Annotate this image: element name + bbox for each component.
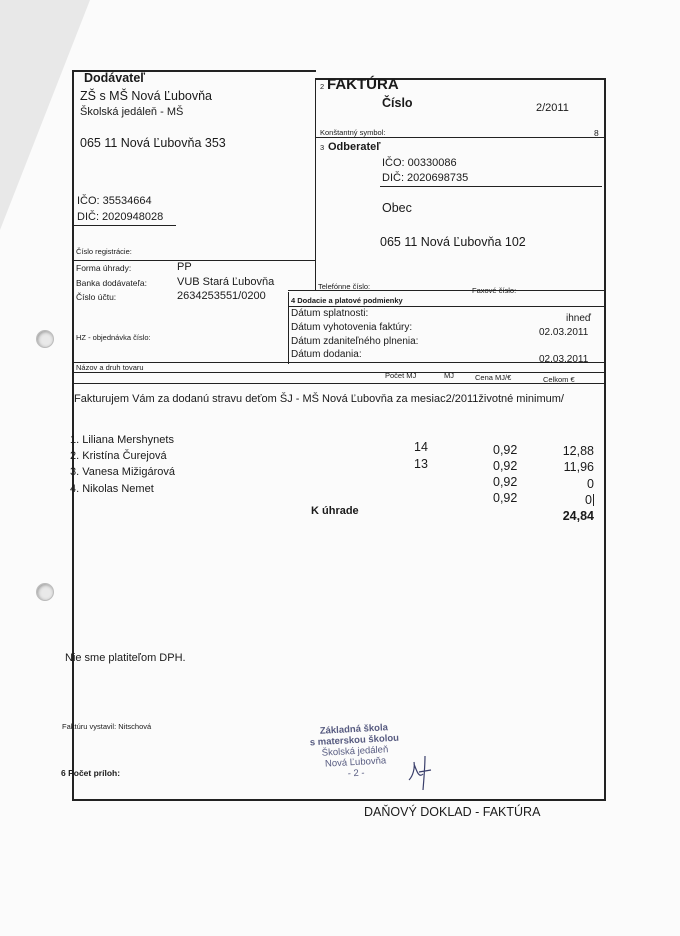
due-date-label: Dátum splatnosti: bbox=[291, 308, 369, 319]
konst-symbol-value: 8 bbox=[594, 128, 599, 138]
customer-name: Obec bbox=[382, 201, 412, 215]
stamp-line: - 2 - bbox=[347, 767, 365, 780]
item-qty: 14 bbox=[414, 440, 428, 454]
fax-label: Faxové číslo: bbox=[472, 286, 517, 295]
account-number: 2634253551/0200 bbox=[177, 290, 266, 302]
invoice-section-number: 2 bbox=[320, 82, 325, 91]
divider-dic bbox=[74, 225, 176, 226]
total-header: Celkom € bbox=[543, 375, 575, 384]
frame-right bbox=[604, 78, 606, 800]
signature bbox=[405, 752, 435, 792]
supplier-dic: DIČ: 2020948028 bbox=[77, 211, 164, 223]
delivery-date: 02.03.2011 bbox=[539, 354, 589, 365]
vat-note: Nie sme platiteľom DPH. bbox=[65, 652, 186, 664]
due-date: ihneď bbox=[566, 313, 592, 324]
customer-ico: IČO: 00330086 bbox=[382, 157, 457, 169]
payment-form: PP bbox=[177, 261, 192, 273]
divider-table-name bbox=[74, 372, 606, 373]
item-name: 2. Kristína Čurejová bbox=[70, 450, 167, 462]
bank-label: Banka dodávateľa: bbox=[76, 278, 148, 288]
supplier-address: 065 11 Nová Ľubovňa 353 bbox=[80, 136, 226, 150]
stamp-line: s materskou školou bbox=[309, 732, 400, 749]
item-name: 4. Nikolas Nemet bbox=[70, 483, 154, 495]
divider-table-top bbox=[74, 362, 606, 363]
issue-date-label: Dátum vyhotovenia faktúry: bbox=[291, 322, 413, 333]
item-price: 0,92 bbox=[493, 443, 518, 457]
price-header: Cena MJ/€ bbox=[475, 373, 512, 382]
customer-dic: DIČ: 2020698735 bbox=[382, 172, 469, 184]
punch-hole-bottom bbox=[36, 583, 54, 601]
amount-due-total: 24,84 bbox=[562, 509, 594, 523]
tick-total bbox=[593, 494, 594, 506]
supplier-sub: Školská jedáleň - MŠ bbox=[80, 106, 184, 118]
divider-customer-ids bbox=[380, 186, 602, 187]
item-total: 0 bbox=[585, 493, 592, 507]
customer-section-number: 3 bbox=[320, 143, 325, 152]
tax-date-label: Dátum zdaniteľného plnenia: bbox=[291, 336, 419, 347]
konst-symbol-label: Konštantný symbol: bbox=[320, 128, 386, 137]
divider-konst bbox=[316, 137, 606, 138]
supplier-ico: IČO: 35534664 bbox=[77, 195, 152, 207]
school-stamp bbox=[289, 721, 422, 783]
issued-by: Faktúru vystavil: Nitschová bbox=[62, 722, 152, 731]
item-total: 0 bbox=[587, 477, 594, 491]
supplier-heading: Dodávateľ bbox=[84, 71, 146, 85]
stamp-line: Základná škola bbox=[319, 722, 389, 737]
terms-section-number: 4 bbox=[291, 296, 296, 305]
qty-header: Počet MJ bbox=[385, 371, 417, 380]
unit-header: MJ bbox=[444, 371, 454, 380]
item-name: 1. Liliana Mershynets bbox=[70, 434, 174, 446]
attachments-label: 6 Počet príloh: bbox=[61, 768, 121, 778]
item-name-header: Názov a druh tovaru bbox=[76, 363, 144, 372]
invoice-title: FAKTÚRA bbox=[327, 76, 399, 93]
bank-name: VUB Stará Ľubovňa bbox=[177, 276, 275, 288]
stamp-line: Nová Ľubovňa bbox=[324, 755, 387, 770]
account-label: Číslo účtu: bbox=[76, 292, 117, 302]
item-price: 0,92 bbox=[493, 475, 518, 489]
stamp-line: Školská jedáleň bbox=[321, 744, 389, 759]
divider-reg bbox=[74, 260, 316, 261]
item-price: 0,92 bbox=[493, 491, 518, 505]
customer-heading: Odberateľ bbox=[328, 141, 381, 153]
terms-heading bbox=[291, 296, 403, 305]
terms-heading-text: Dodacie a platové podmienky bbox=[297, 296, 403, 305]
item-price: 0,92 bbox=[493, 459, 518, 473]
invoice-description: Fakturujem Vám za dodanú stravu deťom ŠJ - MŠ Nová Ľubovňa za mesiac2/2011životné minimum/ bbox=[74, 393, 564, 405]
customer-address: 065 11 Nová Ľubovňa 102 bbox=[380, 235, 526, 249]
divider-terms-heading bbox=[288, 306, 606, 307]
delivery-date-label: Dátum dodania: bbox=[291, 349, 362, 360]
divider-vertical-upper bbox=[315, 78, 316, 290]
punch-hole-top bbox=[36, 330, 54, 348]
phone-label: Telefónne číslo: bbox=[318, 282, 371, 291]
issue-date: 02.03.2011 bbox=[539, 327, 589, 338]
supplier-reg-label: Číslo registrácie: bbox=[76, 247, 132, 256]
invoice-number: 2/2011 bbox=[536, 102, 569, 114]
payment-form-label: Forma úhrady: bbox=[76, 263, 132, 273]
divider-table-header bbox=[74, 383, 606, 384]
divider-vertical-terms bbox=[288, 292, 289, 364]
item-name: 3. Vanesa Mižigárová bbox=[70, 466, 175, 478]
item-total: 12,88 bbox=[562, 444, 594, 458]
item-total: 11,96 bbox=[563, 460, 594, 474]
invoice-number-label: Číslo bbox=[382, 96, 413, 110]
item-qty: 13 bbox=[414, 457, 428, 471]
order-number-label: HZ - objednávka číslo: bbox=[76, 333, 151, 342]
supplier-name: ZŠ s MŠ Nová Ľubovňa bbox=[80, 89, 213, 103]
frame-bottom bbox=[72, 799, 606, 801]
document-type: DAŇOVÝ DOKLAD - FAKTÚRA bbox=[364, 805, 541, 819]
amount-due-label: K úhrade bbox=[311, 505, 359, 517]
